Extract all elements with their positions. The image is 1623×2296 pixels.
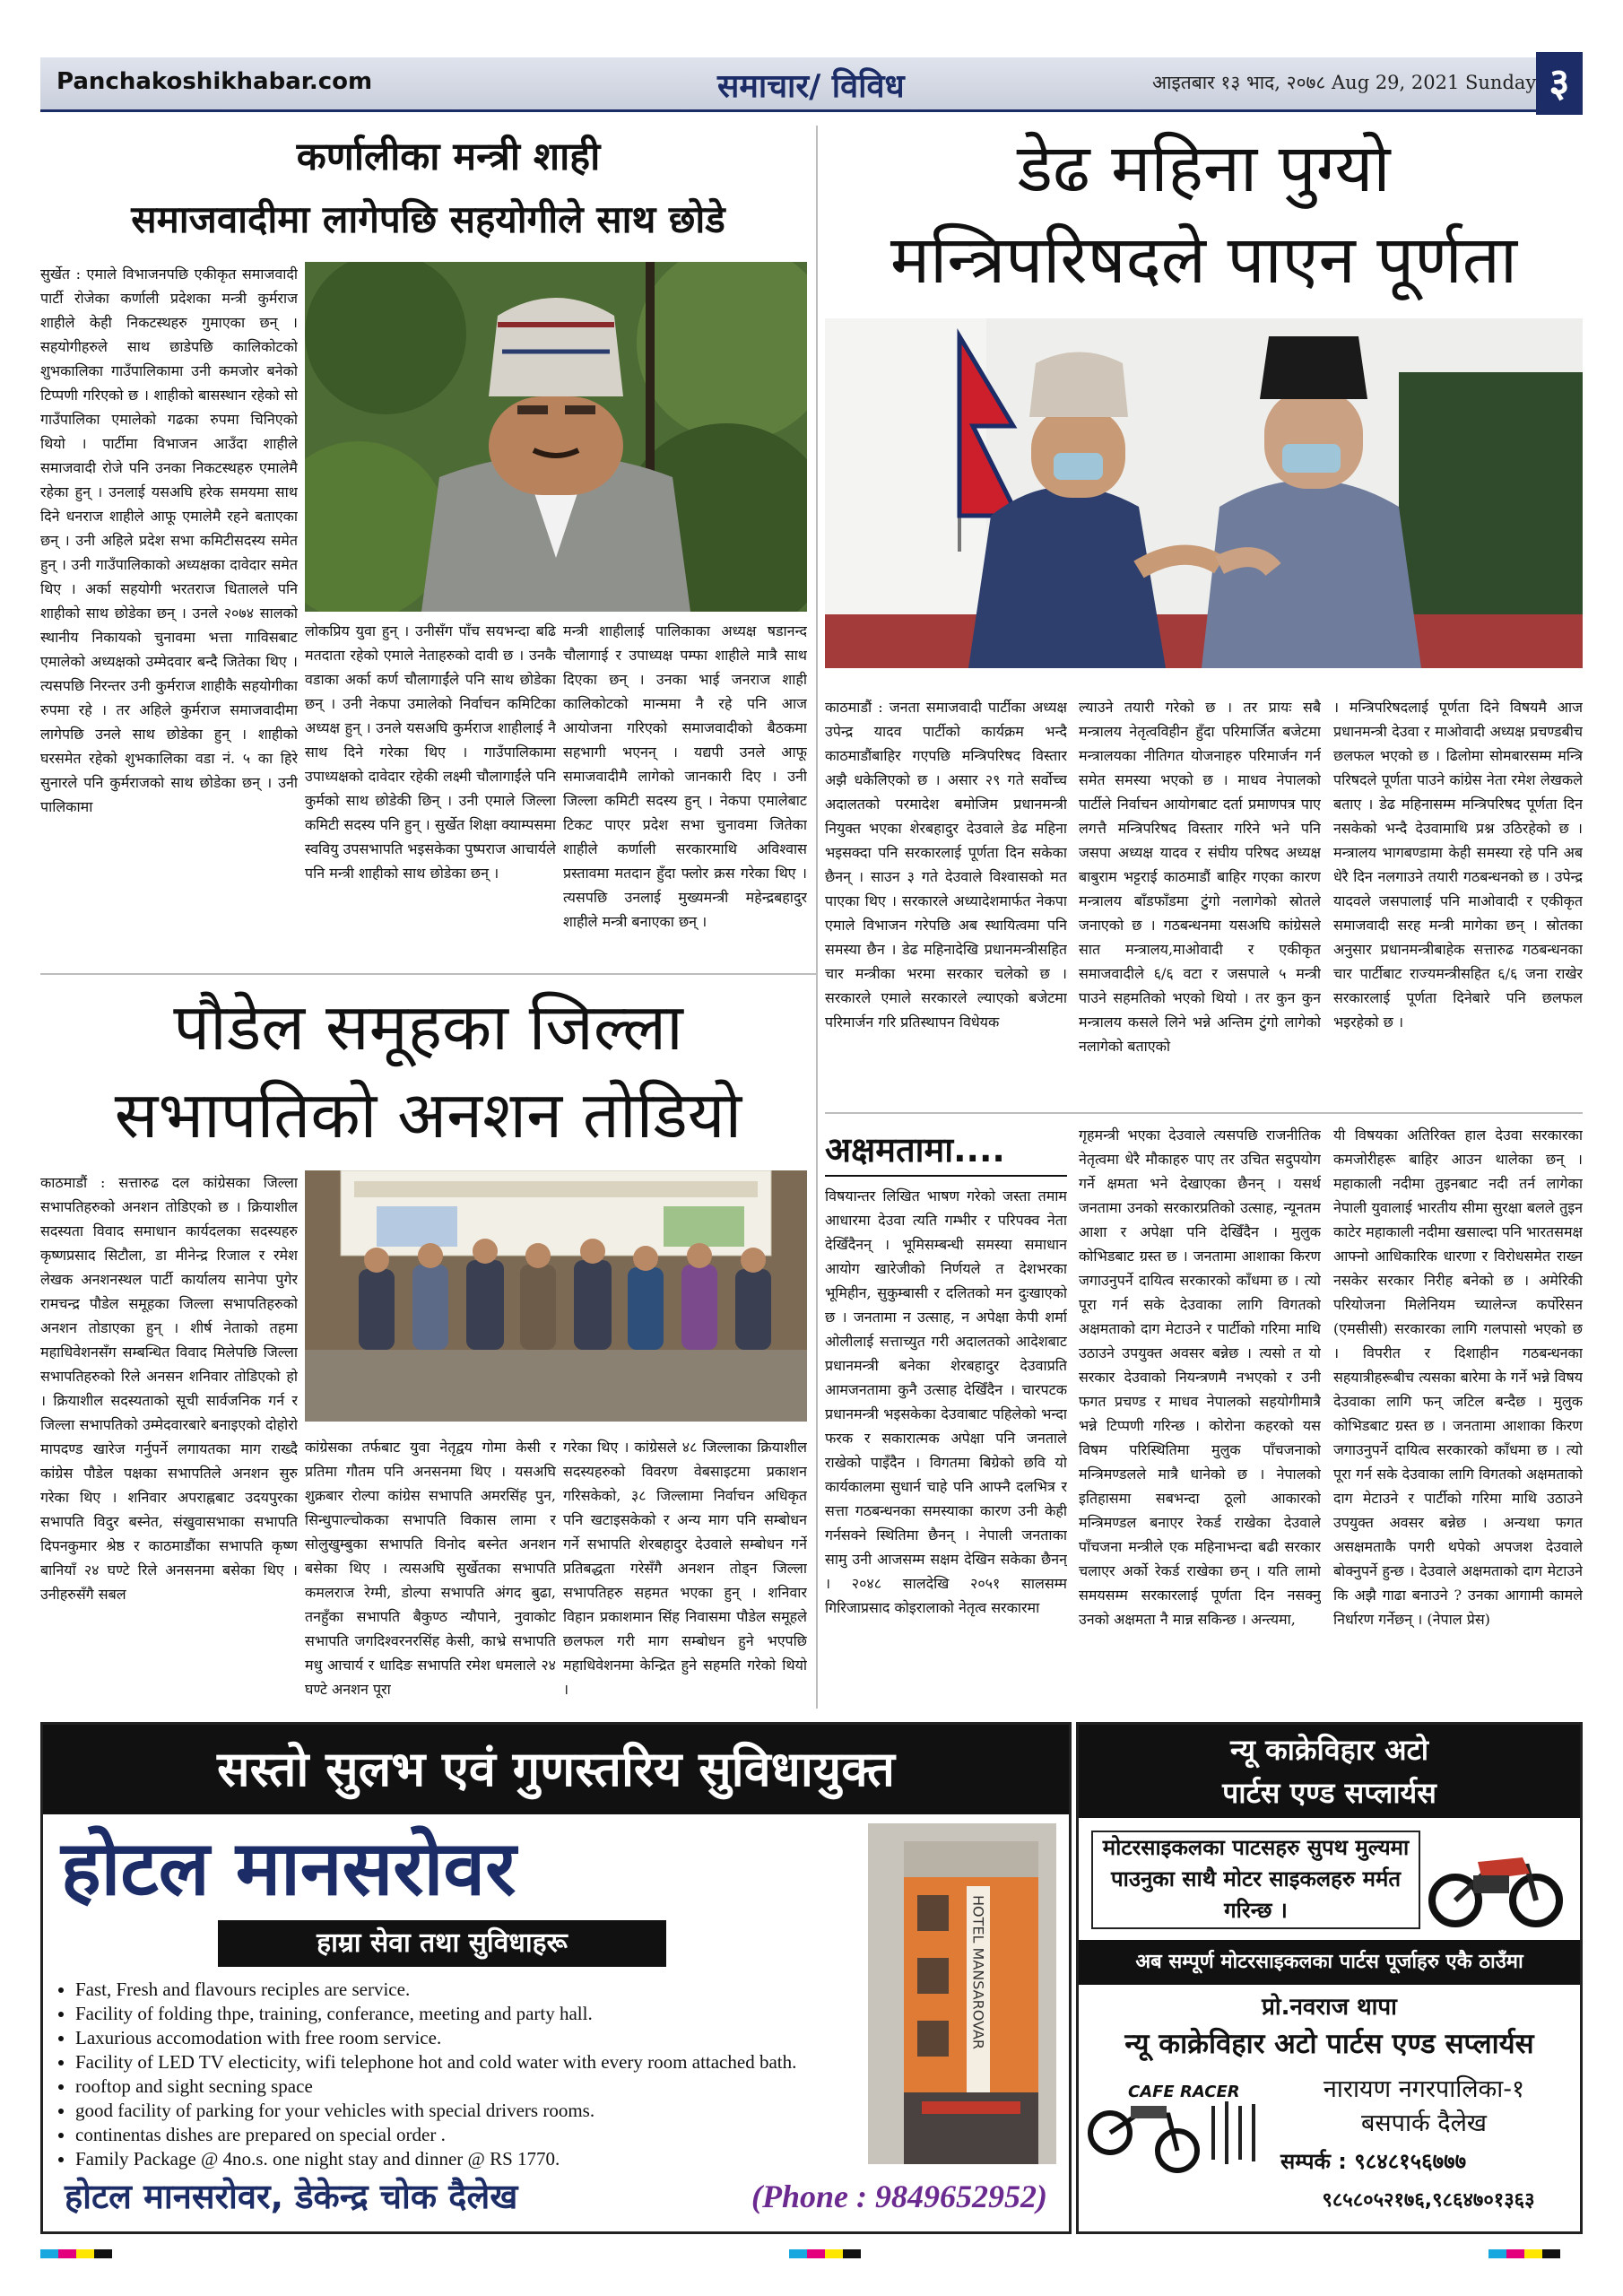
black-mark — [94, 2249, 112, 2258]
auto-shop-name: न्यू काक्रेविहार अटो पार्टस एण्ड सप्लार्यस — [1124, 2028, 1534, 2060]
cafe-racer-illustration — [1088, 2070, 1267, 2178]
black-mark — [1542, 2249, 1560, 2258]
cyan-mark — [1488, 2249, 1506, 2258]
minister-portrait-photo — [305, 262, 807, 612]
story2-headline-line2: मन्त्रिपरिषदले पाएन पूर्णता — [890, 222, 1518, 299]
group-photo-illustration — [305, 1170, 807, 1422]
story2-column-3: । मन्त्रिपरिषदलाई पूर्णता दिने विषयमै आज प्रधानमन्त्री देउवा र माओवादी अध्यक्ष प्रचण्डबीच छलफल भएको छ । ढिलोमा सोमबारसम्म मन्त्रि परिषदले पूर्णता पाउने कांग्रेस नेता रमेश लेखकले बताए । डेढ महिनासम्म मन्त्रिपरिषद पूर्णता दिन नसकेको भन्दै देउवामाथि प्रश्न उठिरहेको छ । मन्त्रालय भागबण्डामा केही समस्या रहे पनि अब धेरै दिन नलगाउने तयारी गठबन्धनको छ । उपेन्द्र यादवले जसपालाई पनि माओवादी र एकीकृत समाजवादी सरह मन्त्री मागेका छन् । स्रोतका अनुसार प्रधानमन्त्रीबाहेक सत्तारुढ गठबन्धनका चार पार्टीबाट राज्यमन्त्रीसहित ६/६ जना राखेर सरकारलाई पूर्णता दिनेबारे पनि छलफल भइरहेको छ । — [1333, 699, 1583, 1031]
auto-parts-title-line1: न्यू काक्रेविहार अटो — [1229, 1733, 1429, 1767]
story1-headline-line1: कर्णालीका मन्त्री शाही — [296, 135, 601, 179]
story1-headline-line2: समाजवादीमा लागेपछि सहयोगीले साथ छोडे — [131, 197, 725, 241]
site-name: Panchakoshikhabar.com — [56, 68, 373, 95]
yellow-mark — [76, 2249, 94, 2258]
magenta-mark — [807, 2249, 825, 2258]
auto-parts-strip: अब सम्पूर्ण मोटरसाइकलका पार्टस पूर्जाहरु एकै ठाउँमा — [1079, 1940, 1580, 1985]
contact-line — [1280, 2146, 1576, 2177]
auto-parts-title-banner — [1079, 1725, 1580, 1818]
story3-column-2: कांग्रेसका तर्फबाट युवा नेतृद्वय गोमा केसी र प्रतिमा गौतम पनि अनसनमा थिए । यसअघि शुक्रबार रोल्पा कांग्रेस सभापति अमरसिंह पुन, सिन्धुपाल्चोकका सभापति विकास लामा र सोलुखुम्बुका सभापति विनोद बस्नेत अनशन बसेका थिए । त्यसअघि सुर्खेतका सभापति कमलराज रेग्मी, डोल्पा सभापति अंगद बुढा, तनहुँका सभापति बैकुण्ठ न्यौपाने, नुवाकोट सभापति जगदिश्वरनरसिंह केसी, काभ्रे सभापति मधु आचार्य र धादिङ सभापति रमेश धमलाले २४ घण्टे अनशन पूरा — [305, 1439, 556, 1698]
yellow-mark — [825, 2249, 843, 2258]
cyan-mark — [789, 2249, 807, 2258]
column-divider — [816, 126, 818, 1709]
hotel-ad-banner: सस्तो सुलभ एवं गुणस्तरिय सुविधायुक्त — [43, 1725, 1069, 1814]
hotel-feature: • rooftop and sight secning space — [75, 2074, 900, 2099]
magenta-mark — [1506, 2249, 1524, 2258]
hotel-feature: • Fast, Fresh and flavours reciples are service. — [75, 1978, 900, 2002]
auto-parts-offer-box: मोटरसाइकलका पाटसहरु सुपथ मुल्यमा पाउनुका साथै मोटर साइकलहरु मर्मत गरिन्छ । — [1091, 1831, 1420, 1929]
cafe-racer-logo — [1088, 2070, 1267, 2178]
story3-headline-line2: सभापतिको अनशन तोडियो — [114, 1077, 742, 1152]
handshake-photo — [825, 318, 1583, 668]
page-number: ३ — [1536, 52, 1583, 115]
hotel-feature: • Family Package @ 4no.s. one night stay and dinner @ RS 1770. — [75, 2147, 900, 2171]
story2-column-2: ल्याउने तयारी गरेको छ । तर प्रायः सबै मन्त्रालय नेतृत्वविहीन हुँदा परिमार्जित बजेटमा मन्त्रालयका नीतिगत योजनाहरु परिमार्जन गर्न समेत समस्या भएको छ । माधव नेपालको पार्टीले निर्वाचन आयोगबाट दर्ता प्रमाणपत्र पाए लगत्तै मन्त्रिपरिषद विस्तार गरिने भने पनि जसपा अध्यक्ष यादव र संघीय परिषद अध्यक्ष बाबुराम भट्टराई काठमाडौं बाहिर गएका कारण मन्त्रालय बाँडफाँडमा टुंगो नलागेको स्रोतले जनाएको छ । गठबन्धनमा यसअघि कांग्रेसले सात मन्त्रालय,माओवादी र एकीकृत समाजवादीले ६/६ वटा र जसपाले ५ मन्त्री पाउने सहमतिको भएको थियो । तर कुन कुन मन्त्रालय कसले लिने भन्ने अन्तिम टुंगो लागेको नलागेको बताएको — [1079, 699, 1321, 1055]
contact-number-primary: ९८४८१५६७७७ — [1354, 2149, 1467, 2174]
hotel-address: होटल मानसरोवर, डेकेन्द्र चोक दैलेख — [65, 2177, 518, 2216]
hotel-feature: • Facility of folding thpe, training, conferance, meeting and party hall. — [75, 2002, 900, 2026]
hotel-feature: • continentas dishes are prepared on special order . — [75, 2123, 900, 2147]
shop-location-line2: बसपार्क दैलेख — [1360, 2109, 1488, 2137]
auto-parts-advertisement — [1076, 1722, 1583, 2234]
handshake-illustration — [825, 318, 1583, 668]
motorcycle-image — [1424, 1831, 1567, 1929]
hotel-phone: (Phone : 9849652952) — [751, 2179, 1047, 2214]
story3-column-1: काठमाडौं : सत्तारुढ दल कांग्रेसका जिल्ला सभापतिहरुको अनशन तोडिएको छ । क्रियाशील सदस्यता विवाद समाधान कार्यदलका सदस्यहरु कृष्णप्रसाद सिटौला, डा मीनेन्द्र रिजाल र रमेश लेखक अनशनस्थल पार्टी कार्यालय सानेपा पुगेर रामचन्द्र पौडेल समूहका जिल्ला सभापतिहरुको अनशन तोडाएका हुन् । शीर्ष नेताको तहमा महाधिवेशनसँग सम्बन्धित विवाद मिलेपछि जिल्ला सभापतिहरुको रिले अनसन शनिवार तोडिएको हो । क्रियाशील सदस्यताको सूची सार्वजनिक गर्न र जिल्ला सभापतिको उम्मेदवारबारे बनाइएको दोहोरो मापदण्ड खारेज गर्नुपर्ने लगायतका माग राख्दै कांग्रेस पौडेल पक्षका सभापतिले अनशन सुरु गरेका थिए । शनिवार अपराह्नबाट उदयपुरका सभापति विदुर बस्नेत, संखुवासभाका सभापति दिपनकुमार श्रेष्ठ र काठमाडौंका सभापति कृष्ण बानियाँ २४ घण्टे रिले अनसनमा बसेका थिए । उनीहरुसँगै सबल — [40, 1174, 298, 1603]
story2-headline-line1: डेढ महिना पुग्यो — [1017, 130, 1391, 207]
story4-headline: अक्षमतामा.... — [825, 1130, 1005, 1170]
story4-column-1: विषयान्तर लिखित भाषण गरेको जस्ता तमाम आधारमा देउवा त्यति गम्भीर र परिपक्व नेता देखिँदैनन् । भूमिसम्बन्धी समस्या समाधान आयोग खारेजीको निर्णयले त देशभरका भूमिहीन, सुकुम्बासी र दलितको मन दुःखाएको छ । जनतामा न उत्साह, न अपेक्षा केपी शर्मा ओलीलाई सत्ताच्युत गरी अदालतको आदेशबाट प्रधानमन्त्री बनेका शेरबहादुर देउवाप्रति आमजनतामा कुनै उत्साह देखिँदैन । चारपटक प्रधानमन्त्री भइसकेका देउवाबाट पहिलेको भन्दा फरक र सकारात्मक अपेक्षा पनि जनताले राखेको पाइँदैन । विगतमा बिग्रेको छवि यो कार्यकालमा सुधार्न चाहे पनि आफ्नै दलभित्र र सत्ता गठबन्धनका समस्याका कारण उनी केही गर्नसक्ने स्थितिमा छैनन् । नेपाली जनताका सामु उनी आजसम्म सक्षम देखिन सकेका छैनन् । २०४८ सालदेखि २०५१ सालसम्म गिरिजाप्रसाद कोइरालाको नेतृत्व सरकारमा — [825, 1187, 1067, 1616]
building-sign-text: HOTEL MANSAROVAR — [969, 1895, 987, 2050]
headline-underline — [825, 1175, 1067, 1177]
magenta-mark — [58, 2249, 76, 2258]
hotel-advertisement — [40, 1722, 1072, 2234]
hotel-name: होटल मानसरोवर — [61, 1824, 516, 1912]
horizontal-divider — [40, 973, 816, 975]
masthead — [40, 57, 1583, 112]
cyan-mark — [40, 2249, 58, 2258]
hotel-services-tag: हाम्रा सेवा तथा सुविधाहरू — [218, 1920, 666, 1967]
motorcycle-icon — [1424, 1831, 1567, 1929]
story1-column-1: सुर्खेत : एमाले विभाजनपछि एकीकृत समाजवादी पार्टी रोजेका कर्णाली प्रदेशका मन्त्री कुर्मराज शाहीले केही निकटस्थहरु गुमाएका छन् । सहयोगीहरुले साथ छाडेपछि कालिकोटको शुभकालिका गाउँपालिकामा उनी कमजोर बनेको टिप्पणी गरिएको छ । शाहीको बासस्थान रहेको सो गाउँपालिका एमालेको गढका रुपमा चिनिएको थियो । पार्टीमा विभाजन आउँदा शाहीले समाजवादी रोजे पनि उनका निकटस्थहरु एमालेमै रहेका हुन् । उनलाई यसअघि हरेक समयमा साथ दिने धनराज शाहीले आफू एमालेमै रहने बताएका छन् । उनी अहिले प्रदेश सभा कमिटीसदस्य समेत हुन् । उनी गाउँपालिकाको अध्यक्षका दावेदार समेत थिए । अर्का सहयोगी भरतराज धितालले पनि शाहीको साथ छोडेका छन् । उनले २०७४ सालको स्थानीय निकायको चुनावमा भत्ता गाविसबाट एमालेको अध्यक्षको उम्मेदवार बन्दै जितेका थिए । त्यसपछि निरन्तर उनी कुर्मराज शाहीकै सहयोगीका रुपमा रहे । तर अहिले कुर्मराज समाजवादीमा लागेपछि उनले साथ छोडेका हुन् । शाहीको घरसमेत रहेको शुभकालिका वडा नं. ५ का हिरे सुनारले पनि कुर्मराजको साथ छोडेका छन् । उनी पालिकामा — [40, 265, 298, 815]
story3-headline-line1: पौडेल समूहका जिल्ला — [173, 989, 683, 1065]
yellow-mark — [1524, 2249, 1542, 2258]
proprietor-name: प्रो.नवराज थापा — [1262, 1994, 1397, 2021]
contact-numbers-secondary: ९८५८०५२१७६,९८६४७०१३६३ — [1322, 2189, 1535, 2212]
story4-column-3: यी विषयका अतिरिक्त हाल देउवा सरकारका कमजोरीहरू बाहिर आउन थालेका छन् । महाकाली नदीमा तुइनबाट नदी तर्न लागेका नेपाली युवालाई भारतीय सीमा सुरक्षा बलले तुइन काटेर महाकाली नदीमा खसाल्दा पनि भारतसमक्ष आफ्नो आधिकारिक धारणा र विरोधसमेत राख्न नसकेर सरकार निरीह बनेको छ । अमेरिकी परियोजना मिलेनियम च्यालेन्ज कर्पोरेसन (एमसीसी) सरकारका लागि गलपासो भएको छ । विपरीत र दिशाहीन गठबन्धनका सहयात्रीहरूबीच त्यसका बारेमा के गर्ने भन्ने विषय देउवाका लागि फन् जटिल बन्दैछ । मुलुक कोभिडबाट ग्रस्त छ । जनतामा आशाका किरण जगाउनुपर्ने दायित्व सरकारको काँधमा छ । त्यो पूरा गर्न सके देउवाका लागि विगतको अक्षमताको दाग मेटाउने र पार्टीको गरिमा माथि उठाउने उपयुक्त अवसर बन्नेछ । अन्यथा फगत असक्षमताकै पगरी थपेको अपजश देउवाले बोक्नुपर्ने हुन्छ । देउवाले अक्षमताको दाग मेटाउने कि अझै गाढा बनाउने ? उनका आगामी कामले निर्धारण गर्नेछन् । (नेपाल प्रेस) — [1333, 1126, 1583, 1628]
contact-label: सम्पर्क : — [1280, 2149, 1347, 2174]
horizontal-divider — [825, 1112, 1583, 1114]
shop-location-line1: नारायण नगरपालिका-१ — [1323, 2075, 1525, 2103]
cafe-racer-text: CAFE RACER — [1128, 2083, 1240, 2101]
story3-column-3: गरेका थिए । कांग्रेसले ४८ जिल्लाका क्रियाशील सदस्यहरुको विवरण वेबसाइटमा प्रकाशन गरिसकेको, ३८ जिल्लामा निर्वाचन अधिकृत पनि खटाइसकेको र अन्य माग पनि सम्बोधन गर्ने सभापति शेरबहादुर देउवाले सम्बोधन गर्ने प्रतिबद्धता गरेसँगै अनशन तोड्न जिल्ला सभापतिहरु सहमत भएका हुन् । शनिवार विहान प्रकाशमान सिंह निवासमा पौडेल समूहले छलफल गरी माग सम्बोधन हुने भएपछि महाधिवेशनमा केन्द्रित हुने सहमति गरेको थियो । — [563, 1439, 807, 1698]
hotel-feature: • good facility of parking for your vehicles with special drivers rooms. — [75, 2099, 900, 2123]
section-title: समाचार/ विविध — [717, 68, 905, 105]
black-mark — [843, 2249, 861, 2258]
hotel-building-illustration — [868, 1823, 1056, 2164]
minister-portrait-illustration — [305, 262, 807, 612]
hotel-features-list — [43, 1978, 900, 2171]
story1-column-2: लोकप्रिय युवा हुन् । उनीसँग पाँच सयभन्दा बढि मतदाता रहेको एमाले नेताहरुको दावी छ । उनकै वडाका अर्का कर्ण चौलागाईंले पनि साथ छोडेका छन् । उनी नेकपा उमालेको निर्वाचन कमिटिका अध्यक्ष हुन् । उनले यसअघि कुर्मराज शाहीलाई नै साथ दिने गरेका थिए । गाउँपालिकामा उपाध्यक्षको दावेदार रहेकी लक्ष्मी चौलागाईंले पनि कुर्मको साथ छोडेकी छिन् । उनी एमाले जिल्ला कमिटी सदस्य पनि हुन् । सुर्खेत शिक्षा क्याम्पसमा स्ववियु उपसभापति भइसकेका पुष्पराज आचार्यले पनि मन्त्री शाहीको साथ छोडेका छन् । — [305, 622, 556, 882]
issue-date: आइतबार १३ भाद, २०७८ Aug 29, 2021 Sunday — [1152, 72, 1537, 93]
hotel-feature: • Facility of LED TV electicity, wifi telephone hot and cold water with every room attached bath. — [75, 2050, 900, 2074]
auto-parts-title-line2: पार्टस एण्ड सप्लार्यस — [1222, 1776, 1436, 1810]
story2-column-1: काठमाडौं : जनता समाजवादी पार्टीका अध्यक्ष उपेन्द्र यादव पार्टीको कार्यक्रम भन्दै काठमाडौंबाहिर गएपछि मन्त्रिपरिषद विस्तार अझै धकेलिएको छ । असार २९ गते सर्वोच्च अदालतको परमादेश बमोजिम प्रधानमन्त्री नियुक्त भएका शेरबहादुर देउवाले डेढ महिना भइसक्दा पनि सरकारलाई पूर्णता दिन सकेका छैनन् । साउन ३ गते देउवाले विश्वासको मत पाएका थिए । सरकारले अध्यादेशमार्फत नेकपा एमाले विभाजन गरेपछि अब स्थायित्वमा पनि समस्या छैन । डेढ महिनादेखि प्रधानमन्त्रीसहित चार मन्त्रीका भरमा सरकार चलेको छ । सरकारले एमाले सरकारले ल्याएको बजेटमा परिमार्जन गरि प्रतिस्थापन विधेयक — [825, 699, 1067, 1031]
story1-column-3: मन्त्री शाहीलाई पालिकाका अध्यक्ष षडानन्द चौलागाई र उपाध्यक्ष पम्फा शाहीले मात्रै साथ दिएका छन् । उनका भाई जनराज शाही कालिकोटको मान्ममा नै रहे पनि आज आयोजना गरिएको समाजवादीको बैठकमा सहभागी भएनन् । यद्यपी उनले आफू समाजवादीमै लागेको जानकारी दिए । उनी जिल्ला कमिटी सदस्य हुन् । नेकपा एमालेबाट टिकट पाएर प्रदेश सभा चुनावमा जितेका शाहीले कर्णाली सरकारमाथि अविश्वास प्रस्तावमा मतदान हुँदा फ्लोर क्रस गरेका थिए । त्यसपछि उनलाई मुख्यमन्त्री महेन्द्रबहादुर शाहीले मन्त्री बनाएका छन् । — [563, 622, 807, 930]
story4-column-2: गृहमन्त्री भएका देउवाले त्यसपछि राजनीतिक नेतृत्वमा धेरै मौकाहरु पाए तर उचित सदुपयोग गर्ने क्षमता भने देखाएका छैनन् । यसर्थ जनतामा उनको सरकारप्रतिको उत्साह, न्यूनतम आशा र अपेक्षा पनि देखिँदैन । मुलुक कोभिडबाट ग्रस्त छ । जनतामा आशाका किरण जगाउनुपर्ने दायित्व सरकारको काँधमा छ । त्यो पूरा गर्न सके देउवाका लागि विगतको अक्षमताको दाग मेटाउने र पार्टीको गरिमा माथि उठाउने उपयुक्त अवसर बन्नेछ । त्यसो त यो सरकार देउवाको नियन्त्रणमै नभएको र उनी फगत प्रचण्ड र माधव नेपालको सहयोगीमात्रै भन्ने टिप्पणी गरिन्छ । कोरोना कहरको यस विषम परिस्थितिमा मुलुक पाँचजनाको मन्त्रिमण्डलले मात्रै धानेको छ । नेपालको इतिहासमा सबभन्दा ठूलो आकारको मन्त्रिमण्डल बनाएर रेकर्ड राखेका देउवाले पाँचजना मन्त्रीले एक महिनाभन्दा बढी सरकार चलाएर अर्को रेकर्ड राखेका छन् । यति लामो समयसम्म सरकारलाई पूर्णता दिन नसक्नु उनको अक्षमता नै मान्न सकिन्छ । अन्त्यमा, — [1079, 1126, 1321, 1628]
hunger-strike-group-photo — [305, 1170, 807, 1422]
hotel-feature: • Laxurious accomodation with free room service. — [75, 2026, 900, 2050]
hotel-building-photo — [868, 1823, 1056, 2164]
